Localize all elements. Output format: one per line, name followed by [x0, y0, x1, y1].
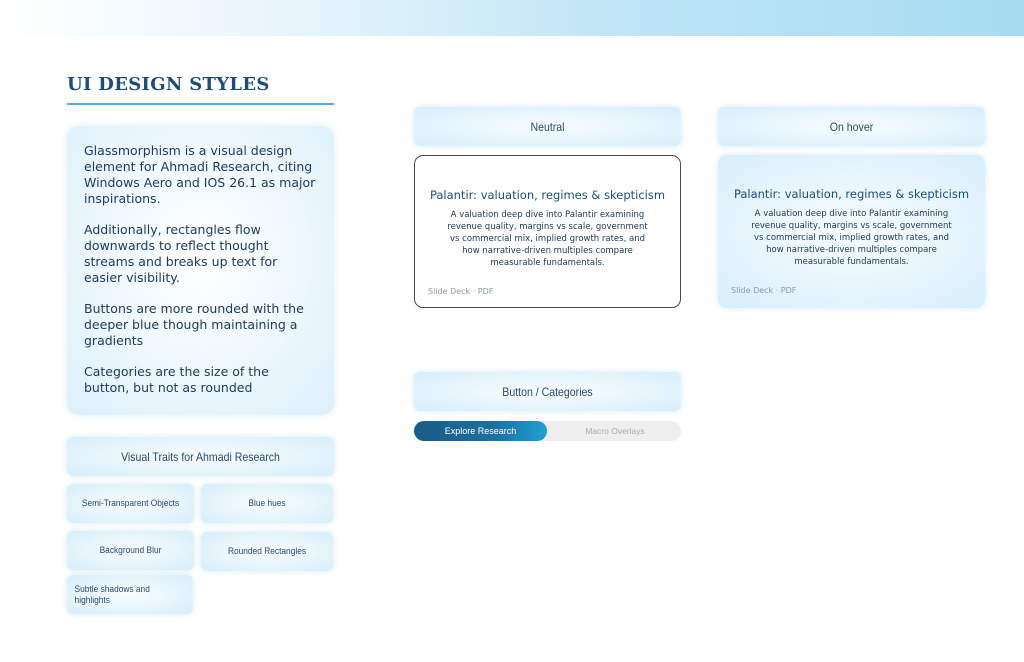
macro-overlays-category[interactable]: Macro Overlays [585, 426, 645, 436]
trait-chip-label: Subtle shadows and highlights [74, 583, 150, 606]
top-banner [0, 0, 1024, 36]
explore-research-button[interactable]: Explore Research [414, 421, 547, 441]
card-meta: Slide Deck · PDF [731, 286, 797, 295]
trait-chip-label: Semi-Transparent Objects [81, 498, 180, 509]
trait-chip-label: Background Blur [99, 545, 162, 556]
hover-state-header [718, 107, 985, 146]
traits-header [67, 437, 334, 476]
trait-chip [201, 484, 333, 523]
intro-paragraph-3: Buttons are more rounded with the deeper blue though maintaining a gradients [84, 301, 304, 348]
intro-paragraph-4: Categories are the size of the button, but not as rounded [84, 364, 269, 395]
trait-chip [201, 532, 333, 571]
intro-paragraph-1: Glassmorphism is a visual design element for Ahmadi Research, citing Windows Aero and IOS 26.1 as major inspirations. [84, 143, 316, 206]
neutral-state-header [414, 107, 681, 146]
intro-panel [67, 126, 334, 415]
trait-chip [67, 484, 194, 523]
trait-chip [67, 575, 193, 614]
card-description: A valuation deep dive into Palantir examining revenue quality, margins vs scale, government vs commercial mix, implied growth rates, and how narrative-driven multiples compare measurable fundamentals. [447, 210, 648, 268]
card-title: Palantir: valuation, regimes & skepticism [733, 187, 970, 201]
card-title: Palantir: valuation, regimes & skepticism [429, 188, 666, 202]
intro-paragraph-2: Additionally, rectangles flow downwards to reflect thought streams and breaks up text for easier visibility. [84, 222, 278, 285]
trait-chip-label: Blue hues [248, 498, 286, 509]
research-card-hover[interactable] [718, 155, 985, 308]
trait-chip-label: Rounded Rectangles [227, 546, 307, 557]
hover-state-label: On hover [829, 119, 874, 134]
button-categories-label: Button / Categories [502, 384, 593, 399]
page-title: UI DESIGN STYLES [67, 74, 270, 95]
card-meta: Slide Deck · PDF [428, 287, 494, 296]
title-underline [67, 103, 334, 105]
button-categories-header [414, 372, 681, 411]
research-card-neutral[interactable] [414, 155, 681, 308]
traits-header-label: Visual Traits for Ahmadi Research [121, 449, 280, 464]
trait-chip [67, 531, 194, 570]
neutral-state-label: Neutral [530, 119, 565, 134]
card-description: A valuation deep dive into Palantir examining revenue quality, margins vs scale, government vs commercial mix, implied growth rates, and how narrative-driven multiples compare measurable fundamentals. [751, 209, 952, 267]
